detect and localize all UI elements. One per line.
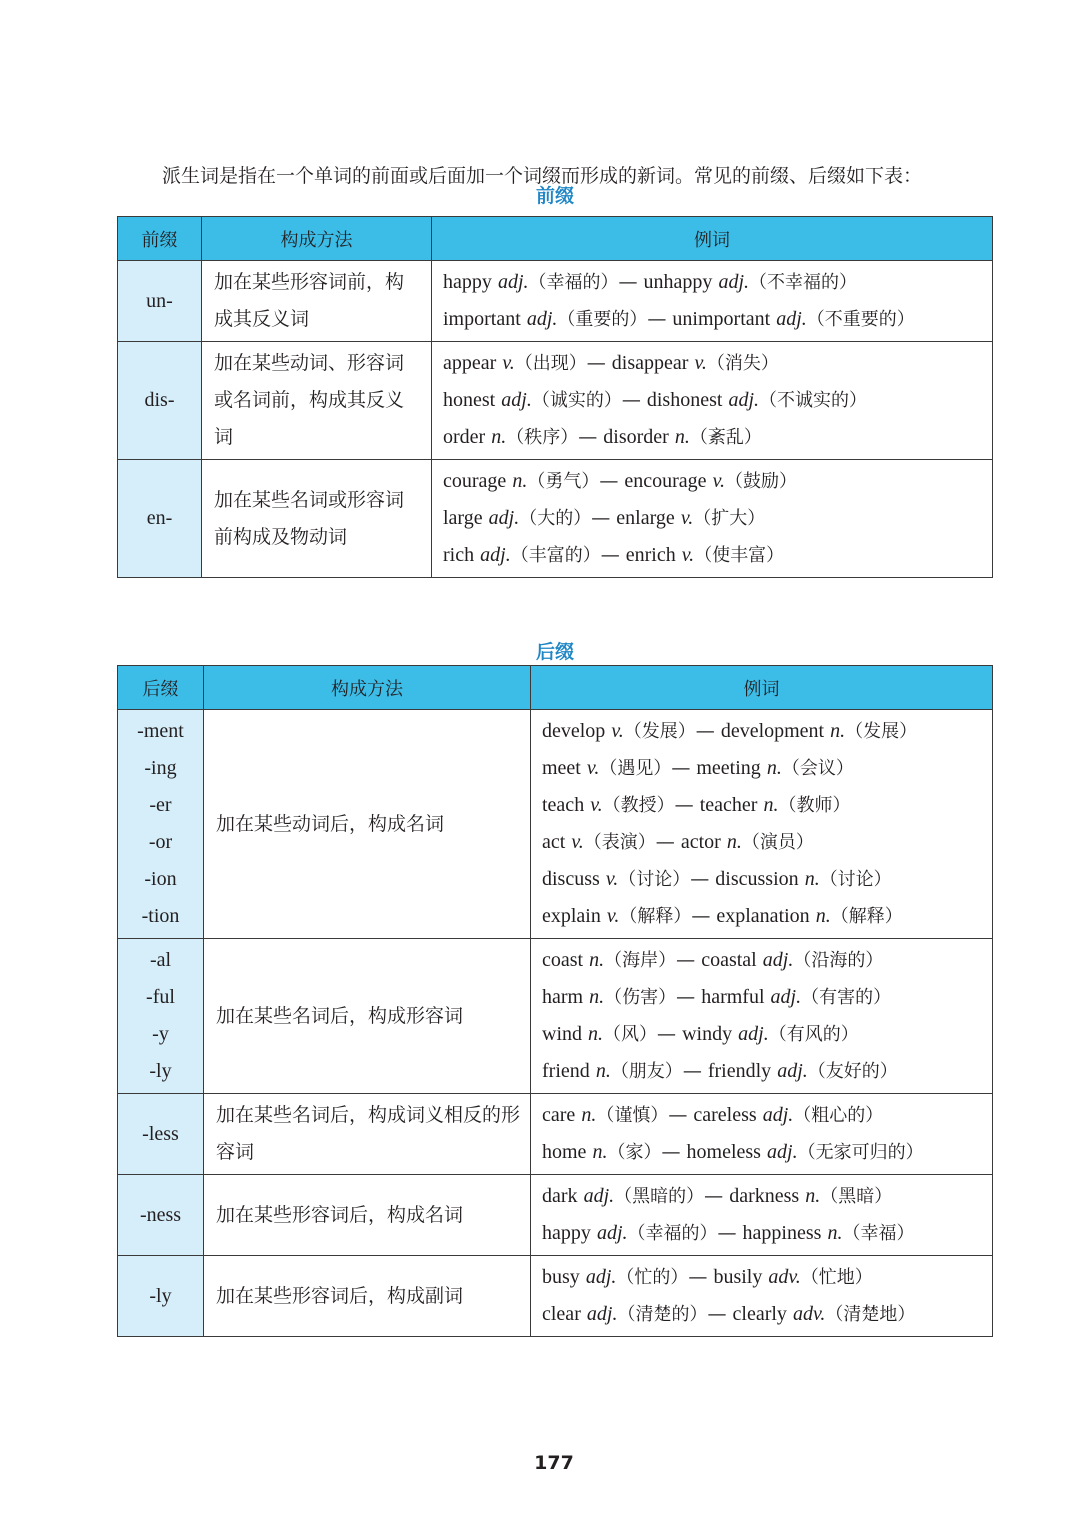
base-word-pos: adj. [501, 389, 532, 411]
method-cell: 加在某些形容词后，构成名词 [204, 1175, 531, 1256]
base-word: friend [542, 1060, 590, 1082]
derived-word-pos: v. [680, 507, 694, 529]
derived-word-meaning: （讨论） [819, 869, 892, 890]
example-line [542, 942, 984, 979]
base-word-meaning: （伤害） [604, 987, 677, 1008]
table-row [118, 261, 993, 342]
derived-word: discussion [715, 868, 799, 890]
base-word: care [542, 1104, 576, 1126]
derived-word: actor [680, 831, 721, 853]
derived-word-meaning: （黑暗） [820, 1186, 893, 1207]
prefix-table-header-row [118, 217, 993, 261]
example-line [542, 1097, 984, 1134]
derived-word-pos: n. [674, 426, 690, 448]
derived-word-pos: adj. [767, 1141, 798, 1163]
base-word-pos: v. [590, 794, 603, 816]
base-word-meaning: （清楚的） [617, 1304, 708, 1325]
affix-label: -ly [149, 1060, 172, 1082]
dash-separator: — [676, 949, 696, 971]
base-word-pos: n. [595, 1060, 611, 1082]
derived-word-pos: n. [830, 720, 846, 742]
base-word-meaning: （秩序） [506, 427, 579, 448]
dash-separator: — [704, 1185, 724, 1207]
dash-separator: — [618, 271, 638, 293]
intro-paragraph: 派生词是指在一个单词的前面或后面加一个词缀而形成的新词。常见的前缀、后缀如下表： [162, 165, 923, 187]
affix-label: -ly [149, 1284, 172, 1307]
dash-separator: — [668, 1104, 688, 1126]
derived-word: windy [682, 1023, 733, 1045]
affix-cell [118, 939, 204, 1094]
base-word: teach [542, 794, 585, 816]
derived-word: friendly [707, 1060, 772, 1082]
base-word-pos: adj. [585, 1266, 617, 1288]
example-line [542, 824, 984, 861]
prefix-section-title: 前缀 [535, 185, 574, 207]
prefix-header-affix: 前缀 [118, 217, 202, 261]
dash-separator: — [647, 308, 667, 330]
base-word-meaning: （黑暗的） [614, 1186, 705, 1207]
base-word: busy [542, 1266, 580, 1288]
derived-word-pos: n. [827, 1222, 843, 1244]
example-line [443, 301, 984, 338]
affix-label: -ion [144, 868, 177, 890]
base-word-pos: n. [589, 986, 605, 1008]
derived-word-meaning: （扩大） [693, 508, 766, 529]
base-word: wind [542, 1023, 582, 1045]
derived-word-meaning: （无家可归的） [797, 1142, 924, 1163]
derived-word-pos: adv. [792, 1303, 826, 1325]
derived-word-pos: adj. [777, 1060, 808, 1082]
derived-word-meaning: （有害的） [801, 987, 892, 1008]
derived-word-pos: adj. [776, 308, 807, 330]
derived-word-meaning: （不重要的） [806, 309, 915, 330]
example-line [443, 463, 984, 500]
affix-cell [118, 710, 204, 939]
derived-word: darkness [729, 1185, 800, 1207]
derived-word-meaning: （会议） [781, 758, 854, 779]
dash-separator: — [578, 426, 598, 448]
dash-separator: — [600, 544, 620, 566]
affix-label: -ing [144, 757, 177, 779]
base-word-meaning: （谨慎） [596, 1105, 669, 1126]
base-word-pos: v. [611, 720, 624, 742]
suffix-section-title: 后缀 [535, 641, 574, 663]
affix-label: -ness [139, 1203, 182, 1226]
suffix-header-examples: 例词 [531, 666, 993, 710]
base-word: coast [542, 949, 584, 971]
dash-separator: — [661, 1141, 681, 1163]
derived-word: disappear [611, 352, 689, 374]
derived-word-pos: adj. [762, 1104, 794, 1126]
page-number: 177 [534, 1452, 574, 1474]
example-line [542, 898, 984, 935]
base-word-pos: adj. [497, 271, 529, 293]
table-row [118, 1256, 993, 1337]
derived-word-meaning: （教师） [778, 795, 851, 816]
base-word-pos: adj. [480, 544, 511, 566]
derived-word-meaning: （不诚实的） [759, 390, 868, 411]
base-word: order [443, 426, 486, 448]
example-line [443, 382, 984, 419]
example-line [542, 750, 984, 787]
suffix-table [117, 665, 993, 1337]
base-word: home [542, 1141, 587, 1163]
base-word-meaning: （勇气） [527, 471, 600, 492]
dash-separator: — [599, 470, 619, 492]
base-word-meaning: （家） [607, 1142, 662, 1163]
base-word: develop [542, 720, 606, 742]
examples-cell [531, 1094, 993, 1175]
table-row [118, 710, 993, 939]
base-word-meaning: （大的） [519, 508, 592, 529]
base-word-meaning: （忙的） [616, 1267, 689, 1288]
base-word-meaning: （重要的） [557, 309, 648, 330]
derived-word-pos: adv. [768, 1266, 801, 1288]
method-cell: 加在某些动词、形容词或名词前，构成其反义词 [202, 342, 432, 460]
derived-word: unhappy [643, 271, 713, 293]
derived-word: explanation [716, 905, 810, 927]
base-word-pos: n. [588, 1023, 604, 1045]
base-word-meaning: （表演） [583, 832, 656, 853]
example-line [542, 1215, 984, 1252]
derived-word: teacher [699, 794, 758, 816]
affix-cell [118, 460, 202, 578]
derived-word-meaning: （紊乱） [689, 427, 762, 448]
examples-cell [531, 1175, 993, 1256]
method-cell: 加在某些动词后，构成名词 [204, 710, 531, 939]
base-word-meaning: （风） [603, 1024, 658, 1045]
affix-label: -less [142, 1122, 179, 1145]
base-word: clear [542, 1303, 581, 1325]
derived-word: development [720, 720, 825, 742]
affix-label: -ful [146, 986, 175, 1008]
table-row [118, 342, 993, 460]
base-word-pos: v. [502, 352, 515, 374]
base-word-pos: v. [571, 831, 584, 853]
dash-separator: — [682, 1060, 702, 1082]
base-word-meaning: （教授） [602, 795, 675, 816]
affix-cell [118, 342, 202, 460]
dash-separator: — [586, 352, 606, 374]
base-word: happy [542, 1222, 591, 1244]
affix-label: un- [146, 289, 173, 312]
suffix-table-header-row [118, 666, 993, 710]
affix-label: dis- [144, 389, 175, 411]
dash-separator: — [655, 831, 675, 853]
derived-word: unimportant [672, 308, 771, 330]
derived-word-pos: v. [712, 470, 726, 492]
example-line [542, 1259, 984, 1296]
base-word-meaning: （诚实的） [531, 390, 622, 411]
affix-label: -y [152, 1023, 169, 1045]
affix-cell [118, 1094, 204, 1175]
dash-separator: — [657, 1023, 677, 1045]
base-word-pos: n. [491, 426, 507, 448]
derived-word-meaning: （鼓励） [725, 471, 798, 492]
base-word-pos: n. [512, 470, 528, 492]
derived-word-meaning: （粗心的） [793, 1105, 884, 1126]
method-cell: 加在某些名词或形容词前构成及物动词 [202, 460, 432, 578]
affix-label: -or [148, 831, 173, 853]
base-word-pos: v. [606, 905, 620, 927]
base-word-meaning: （发展） [623, 721, 696, 742]
affix-cell [118, 261, 202, 342]
derived-word: enlarge [616, 507, 675, 529]
base-word-meaning: （讨论） [618, 869, 691, 890]
table-row [118, 939, 993, 1094]
dash-separator: — [621, 389, 641, 411]
derived-word: disorder [603, 426, 669, 448]
suffix-table-body [118, 710, 993, 1337]
example-line [443, 537, 984, 574]
derived-word-meaning: （沿海的） [793, 950, 884, 971]
base-word-pos: adj. [488, 507, 520, 529]
example-line [542, 979, 984, 1016]
derived-word-meaning: （演员） [741, 832, 814, 853]
dash-separator: — [676, 986, 696, 1008]
prefix-table [117, 216, 993, 578]
derived-word-meaning: （发展） [845, 721, 918, 742]
base-word: courage [443, 470, 507, 492]
base-word-pos: adj. [526, 308, 558, 330]
base-word: large [443, 507, 483, 529]
base-word: important [443, 308, 521, 330]
example-line [542, 861, 984, 898]
example-line [542, 1296, 984, 1333]
derived-word-meaning: （不幸福的） [749, 272, 858, 293]
base-word-meaning: （出现） [514, 353, 587, 374]
derived-word-meaning: （友好的） [807, 1061, 898, 1082]
derived-word: careless [693, 1104, 757, 1126]
derived-word-meaning: （解释） [830, 906, 903, 927]
derived-word: homeless [686, 1141, 761, 1163]
dash-separator: — [591, 507, 611, 529]
base-word-pos: v. [605, 868, 619, 890]
base-word: happy [443, 271, 492, 293]
base-word-meaning: （丰富的） [510, 545, 601, 566]
derived-word: meeting [696, 757, 761, 779]
table-row [118, 1094, 993, 1175]
example-line [443, 419, 984, 456]
suffix-header-affix: 后缀 [118, 666, 204, 710]
example-line [542, 1053, 984, 1090]
base-word: appear [443, 352, 497, 374]
example-line [443, 345, 984, 382]
base-word: discuss [542, 868, 600, 890]
prefix-table-body [118, 261, 993, 578]
table-row [118, 460, 993, 578]
example-line [542, 1178, 984, 1215]
derived-word: busily [713, 1266, 763, 1288]
base-word-meaning: （解释） [619, 906, 692, 927]
derived-word-pos: v. [681, 544, 695, 566]
derived-word-meaning: （有风的） [768, 1024, 859, 1045]
dash-separator: — [671, 757, 691, 779]
base-word-meaning: （海岸） [604, 950, 677, 971]
table-row [118, 1175, 993, 1256]
derived-word-pos: n. [726, 831, 742, 853]
base-word-pos: v. [586, 757, 600, 779]
derived-word-meaning: （消失） [706, 353, 779, 374]
method-cell: 加在某些形容词前，构成其反义词 [202, 261, 432, 342]
suffix-header-method: 构成方法 [204, 666, 531, 710]
base-word: honest [443, 389, 496, 411]
derived-word-pos: v. [694, 352, 707, 374]
derived-word-pos: n. [763, 794, 779, 816]
base-word-pos: adj. [583, 1185, 615, 1207]
derived-word-pos: n. [804, 868, 820, 890]
base-word: rich [443, 544, 475, 566]
derived-word-pos: n. [805, 1185, 821, 1207]
example-line [443, 264, 984, 301]
examples-cell [531, 710, 993, 939]
method-cell: 加在某些形容词后，构成副词 [204, 1256, 531, 1337]
base-word-pos: adj. [586, 1303, 618, 1325]
base-word: dark [542, 1185, 578, 1207]
dash-separator: — [690, 868, 710, 890]
example-line [542, 713, 984, 750]
derived-word: harmful [701, 986, 765, 1008]
dash-separator: — [674, 794, 694, 816]
derived-word: coastal [701, 949, 757, 971]
affix-label: -al [149, 949, 172, 971]
derived-word-meaning: （幸福） [842, 1223, 915, 1244]
derived-word-pos: n. [766, 757, 782, 779]
derived-word-pos: adj. [738, 1023, 769, 1045]
affix-cell [118, 1175, 204, 1256]
affix-cell [118, 1256, 204, 1337]
examples-cell [432, 261, 993, 342]
affix-label: -ment [137, 720, 184, 742]
derived-word-meaning: （使丰富） [694, 545, 785, 566]
affix-label: -tion [141, 905, 180, 927]
derived-word-pos: adj. [770, 986, 802, 1008]
dash-separator: — [695, 720, 715, 742]
method-cell: 加在某些名词后，构成词义相反的形容词 [204, 1094, 531, 1175]
base-word-meaning: （朋友） [610, 1061, 683, 1082]
example-line [542, 787, 984, 824]
derived-word-pos: adj. [718, 271, 750, 293]
dash-separator: — [707, 1303, 727, 1325]
base-word-meaning: （遇见） [599, 758, 672, 779]
prefix-header-method: 构成方法 [202, 217, 432, 261]
derived-word-meaning: （忙地） [800, 1267, 873, 1288]
derived-word: enrich [625, 544, 676, 566]
derived-word: encourage [624, 470, 707, 492]
example-line [542, 1134, 984, 1171]
derived-word: clearly [732, 1303, 787, 1325]
affix-label: -er [149, 794, 172, 816]
affix-label: en- [146, 507, 173, 529]
dash-separator: — [688, 1266, 708, 1288]
base-word-pos: n. [592, 1141, 608, 1163]
derived-word-meaning: （清楚地） [825, 1304, 916, 1325]
base-word-pos: n. [589, 949, 605, 971]
base-word-pos: n. [581, 1104, 597, 1126]
method-cell: 加在某些名词后，构成形容词 [204, 939, 531, 1094]
dash-separator: — [691, 905, 711, 927]
base-word-meaning: （幸福的） [528, 272, 619, 293]
base-word: harm [542, 986, 584, 1008]
base-word: explain [542, 905, 601, 927]
derived-word: happiness [742, 1222, 822, 1244]
examples-cell [531, 939, 993, 1094]
example-line [542, 1016, 984, 1053]
examples-cell [432, 460, 993, 578]
derived-word-pos: adj. [762, 949, 794, 971]
base-word-pos: adj. [596, 1222, 628, 1244]
dash-separator: — [717, 1222, 737, 1244]
examples-cell [531, 1256, 993, 1337]
example-line [443, 500, 984, 537]
base-word-meaning: （幸福的） [627, 1223, 718, 1244]
base-word: meet [542, 757, 581, 779]
derived-word: dishonest [646, 389, 723, 411]
examples-cell [432, 342, 993, 460]
derived-word-pos: adj. [728, 389, 760, 411]
base-word: act [542, 831, 566, 853]
derived-word-pos: n. [815, 905, 831, 927]
prefix-header-examples: 例词 [432, 217, 993, 261]
